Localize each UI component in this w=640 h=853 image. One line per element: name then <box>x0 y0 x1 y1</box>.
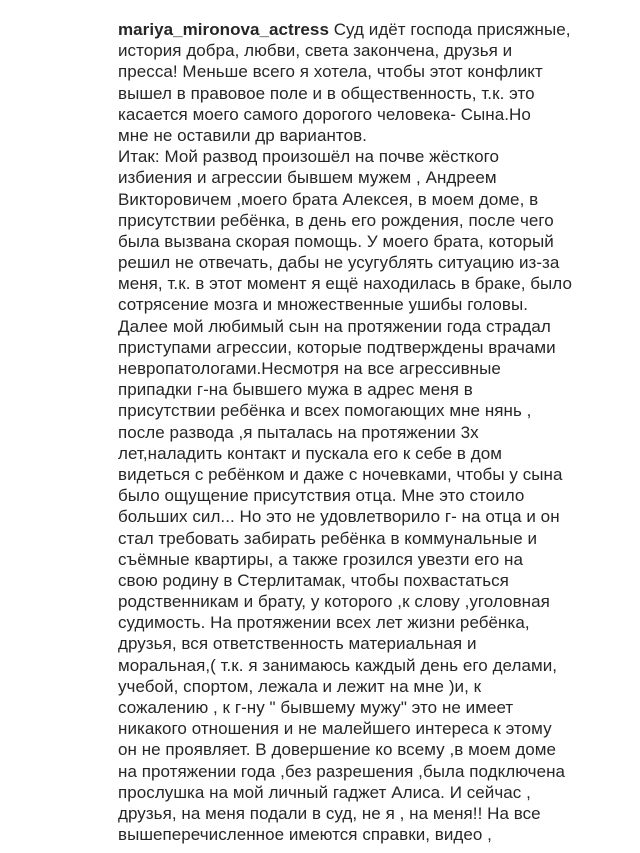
caption-line: было ощущение присутствия отца. Мне это стоило <box>118 486 525 506</box>
caption-line: присутствии ребёнка и всех помогающих мне нянь , <box>118 401 532 421</box>
caption-line: родственникам и брату, у которого ,к слову ,уголовная <box>118 592 550 612</box>
caption-line: приступами агрессии, которые подтверждены врачами <box>118 337 556 357</box>
caption-line <box>118 19 618 40</box>
caption-line: Итак: Мой развод произошёл на почве жёсткого <box>118 147 500 167</box>
caption-line: судимость. На протяжении всех лет жизни ребёнка, <box>118 613 530 633</box>
caption-line: Викторовичем ,моего брата Алексея, в моем доме, в <box>118 189 539 209</box>
username-link[interactable]: mariya_mironova_actress <box>118 20 329 39</box>
caption-line: съёмные квартиры, а также грозился увезти его на <box>118 549 523 569</box>
caption-line: вышел в правовое поле и в общественность, т.к. это <box>118 83 535 103</box>
caption-line: видеться с ребёнком и даже с ночевками, чтобы у сына <box>118 464 563 484</box>
caption-line: пресса! Меньше всего я хотела, чтобы этот конфликт <box>118 62 543 82</box>
caption-line: меня, т.к. в этот момент я ещё находилась в браке, было <box>118 274 572 294</box>
caption-text: Суд идёт господа присяжные, <box>328 20 571 39</box>
caption-line: Далее мой любимый сын на протяжении года страдал <box>118 316 551 336</box>
caption-line: решил не отвечать, дабы не усугублять ситуацию из-за <box>118 253 560 273</box>
caption-line: друзья, на меня подали в суд, не я , на меня!! На все <box>118 803 541 823</box>
caption-line: история добра, любви, света закончена, друзья и <box>118 41 513 61</box>
caption-line: припадки г-на бывшего мужа в адрес меня в <box>118 380 473 400</box>
caption-line: после развода ,я пыталась на протяжении 3х <box>118 422 479 442</box>
caption-line: стал требовать забирать ребёнка в коммунальные и <box>118 528 538 548</box>
caption-line: присутствии ребёнка, в день его рождения, после чего <box>118 210 554 230</box>
caption-line: вышеперечисленное имеются справки, видео , <box>118 825 492 845</box>
caption-line: моральная,( т.к. я занимаюсь каждый день его делами, <box>118 655 558 675</box>
caption-line: невропатологами.Несмотря на все агрессивные <box>118 359 501 378</box>
post-caption <box>118 19 618 845</box>
caption-line: больших сил... Но это не удовлетворило г- на отца и он <box>118 507 560 527</box>
caption-line: касается моего самого дорогого человека- Сына.Но <box>118 104 531 124</box>
caption-line: учебой, спортом, лежала и лежит на мне )и, к <box>118 676 482 696</box>
caption-line: свою родину в Стерлитамак, чтобы похвастаться <box>118 570 509 590</box>
caption-line: прослушка на мой личный гаджет Алиса. И сейчас , <box>118 782 531 802</box>
caption-line: мне не оставили др вариантов. <box>118 125 367 145</box>
caption-line: на протяжении года ,без разрешения ,была подключена <box>118 761 566 781</box>
caption-line: была вызвана скорая помощь. У моего брата, который <box>118 231 554 251</box>
caption-line: друзья, вся ответственность материальная и <box>118 634 477 654</box>
caption-line: никакого отношения и не малейшего интереса к этому <box>118 719 552 739</box>
caption-line: избиения и агрессии бывшем мужем , Андреем <box>118 168 497 188</box>
caption-line: лет,наладить контакт и пускала его к себе в дом <box>118 443 502 463</box>
caption-line: он не проявляет. В довершение ко всему ,в моем доме <box>118 740 557 760</box>
caption-line: сотрясение мозга и множественные ушибы головы. <box>118 295 528 315</box>
caption-line: сожалению , к г-ну " бывшему мужу" это не имеет <box>118 698 514 717</box>
